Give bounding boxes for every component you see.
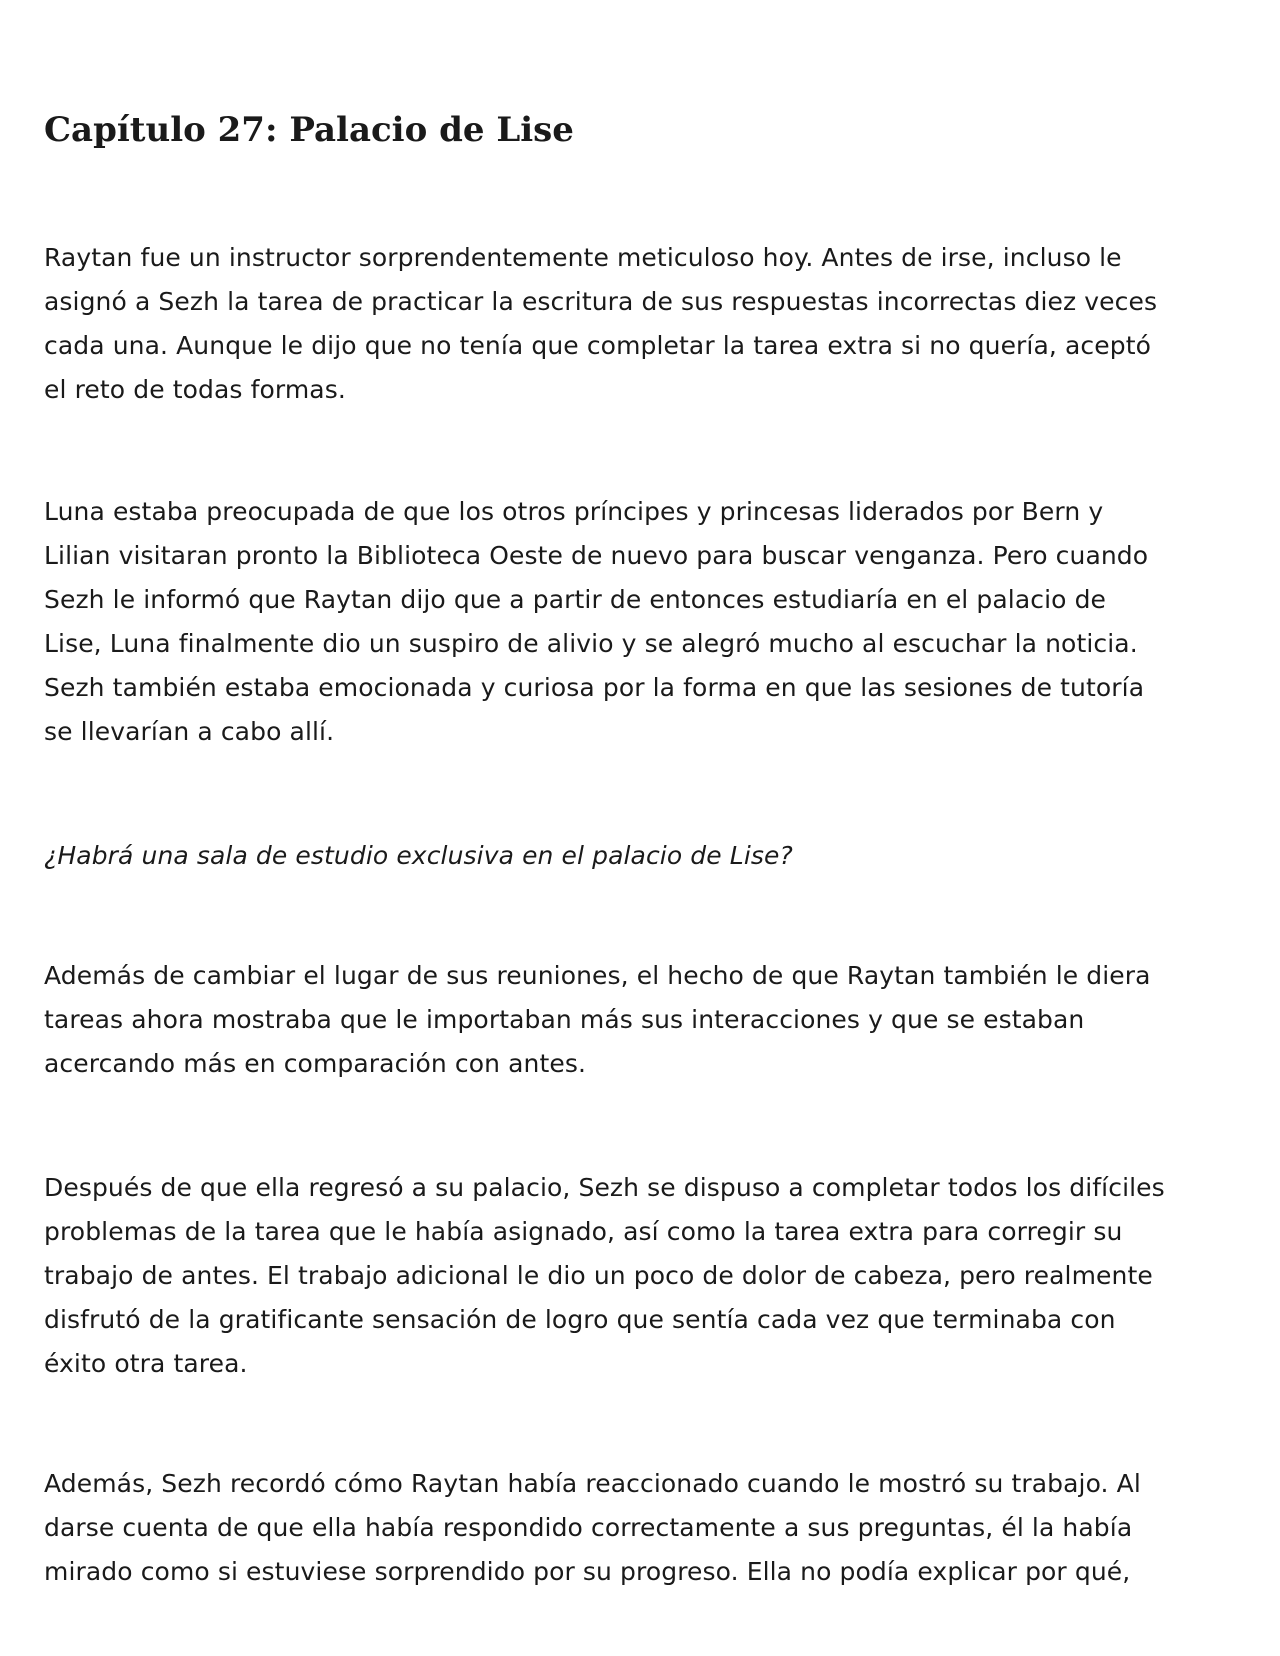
text-line: Sezh también estaba emocionada y curiosa por la forma en que las sesiones de tutoría [44, 673, 1145, 702]
paragraph [44, 490, 1148, 754]
text-line: Después de que ella regresó a su palacio, Sezh se dispuso a completar todos los difíciles [44, 1173, 1165, 1202]
text-line: Lilian visitaran pronto la Biblioteca Oeste de nuevo para buscar venganza. Pero cuando [44, 541, 1149, 570]
text-line: el reto de todas formas. [44, 375, 346, 404]
text-line: ¿Habrá una sala de estudio exclusiva en el palacio de Lise? [44, 841, 793, 870]
text-line: Sezh le informó que Raytan dijo que a partir de entonces estudiaría en el palacio de [44, 585, 1107, 614]
text-line: mirado como si estuviese sorprendido por su progreso. Ella no podía explicar por qué, [44, 1557, 1131, 1586]
text-line: Luna estaba preocupada de que los otros príncipes y princesas liderados por Bern y [44, 497, 1104, 526]
chapter-title: Capítulo 27: Palacio de Lise [44, 110, 574, 150]
text-line: darse cuenta de que ella había respondido correctamente a sus preguntas, él la había [44, 1513, 1133, 1542]
text-line: problemas de la tarea que le había asignado, así como la tarea extra para corregir su [44, 1217, 1123, 1246]
text-line: Además de cambiar el lugar de sus reuniones, el hecho de que Raytan también le diera [44, 961, 1151, 990]
text-line: se llevarían a cabo allí. [44, 717, 335, 746]
text-line: éxito otra tarea. [44, 1349, 248, 1378]
text-line: asignó a Sezh la tarea de practicar la escritura de sus respuestas incorrectas diez veces [44, 287, 1158, 316]
text-line: disfrutó de la gratificante sensación de logro que sentía cada vez que terminaba con [44, 1305, 1116, 1334]
text-line: cada una. Aunque le dijo que no tenía que completar la tarea extra si no quería, aceptó [44, 331, 1152, 360]
paragraph [44, 1462, 1141, 1594]
text-line: tareas ahora mostraba que le importaban más sus interacciones y que se estaban [44, 1005, 1085, 1034]
text-line: Raytan fue un instructor sorprendentemente meticuloso hoy. Antes de irse, incluso le [44, 243, 1122, 272]
text-line: Lise, Luna finalmente dio un suspiro de alivio y se alegró mucho al escuchar la noticia. [44, 629, 1138, 658]
paragraph [44, 236, 1157, 412]
text-line: Además, Sezh recordó cómo Raytan había reaccionado cuando le mostró su trabajo. Al [44, 1469, 1141, 1498]
italic-thought-paragraph [44, 834, 793, 878]
paragraph [44, 1166, 1165, 1386]
paragraph [44, 954, 1151, 1086]
text-line: acercando más en comparación con antes. [44, 1049, 587, 1078]
text-line: trabajo de antes. El trabajo adicional le dio un poco de dolor de cabeza, pero realmente [44, 1261, 1153, 1290]
